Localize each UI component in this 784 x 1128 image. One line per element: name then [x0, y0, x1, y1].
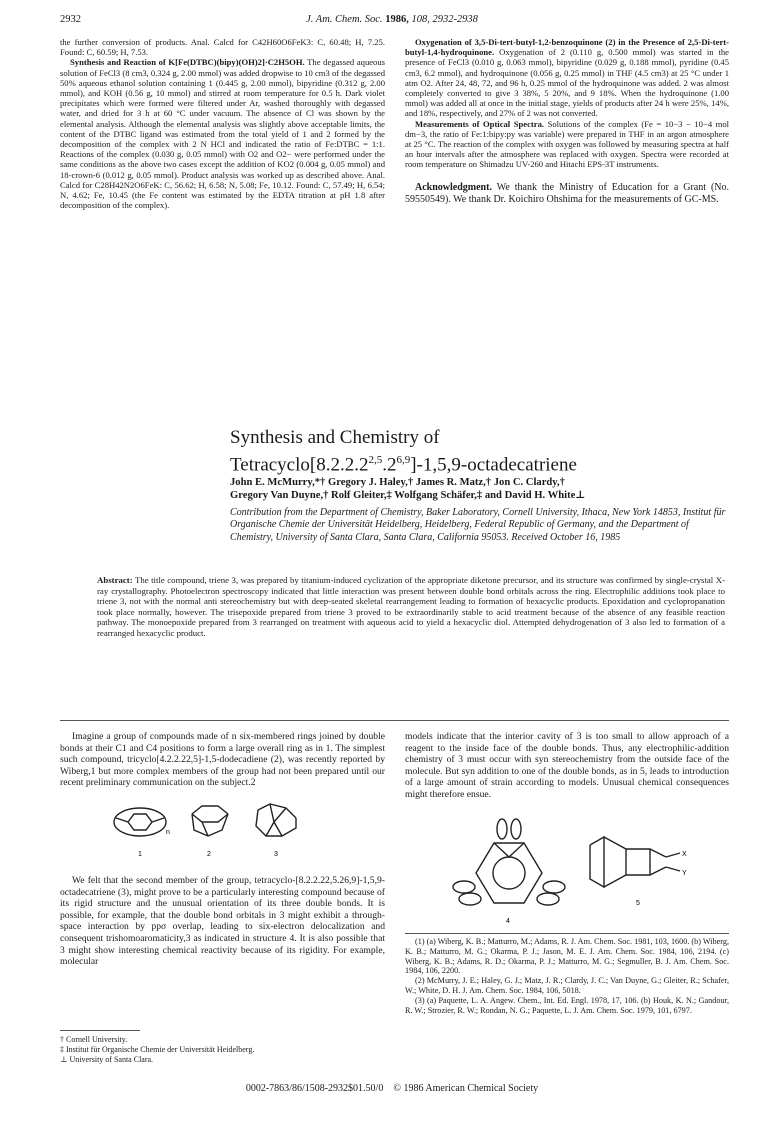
reference-2: (2) McMurry, J. E.; Haley, G. J.; Matz, J. R.; Clardy, J. C.; Van Duyne, G.; Gleiter, R.; Schafer, W.; White, D. H. J. Am. Chem. Soc. 1984, 106, 5018.: [405, 976, 729, 995]
substituent-x-label: X: [682, 851, 687, 858]
structure-1: [114, 808, 170, 858]
page-number: 2932: [60, 14, 81, 25]
journal-year: 1986,: [385, 14, 409, 25]
structure-3-label: 3: [274, 851, 278, 858]
structure-1-n-label: n: [166, 829, 170, 836]
body-left-intro: [60, 731, 385, 789]
page-footer: [0, 1083, 784, 1094]
author-footnotes: [60, 1035, 385, 1064]
intro-paragraph-2: We felt that the second member of the group, tetracyclo-[8.2.2.22,5.26,9]-1,5,9-octadecatriene (3), might prove to be a particularly interesting compound because of its rigid structure and the unusual orientation of its three double bonds. It is possible, for example, that the double bond orbitals in 3 might exhibit a through-space interaction by ppσ overlap, leading to six-electron delocalization and consequent trishomoaromaticity,3 as indicated in structure 4. It is also possible that 3 might show interesting chemical reactivity because of its rigidity. For example, molecular: [60, 875, 385, 968]
affiliation: Contribution from the Department of Chemistry, Baker Laboratory, Cornell University, Ithaca, New York 14853, Institut für Organische Chemie der Universität Heidelberg, Heidelberg, Federal Republic of Germany, and the Department of Chemistry, University of Santa Clara, Santa Clara, California 95053. Received October 16, 1985: [230, 507, 726, 543]
structure-4-label: 4: [506, 918, 510, 925]
structure-5-label: 5: [636, 900, 640, 907]
structure-1-label: 1: [138, 851, 142, 858]
structure-3: [256, 804, 296, 858]
references-divider: [405, 933, 729, 934]
references: [405, 937, 729, 1015]
structure-2: [192, 806, 228, 858]
journal-citation: [60, 14, 724, 25]
structure-4: [453, 819, 565, 925]
body-left-continued: [60, 875, 385, 968]
substituent-y-label: Y: [682, 870, 687, 877]
prev-paragraph-4: Measurements of Optical Spectra. Solutions of the complex (Fe = 10−3 − 10−4 mol dm−3, the ratio of Fe:1:bipy:py was variable) were prepared in THF in an argon atmosphere at 25 °C. The reaction of the complex with oxygen was followed by measuring spectra at half an hour intervals after the atmosphere was replaced with oxygen. Spectra were recorded at room temperature on Shimadzu UV-260 and Hitachi EPS-3T instruments.: [405, 118, 730, 170]
footnote-santa-clara: ⊥ University of Santa Clara.: [60, 1054, 154, 1064]
copyright: © 1986 American Chemical Society: [393, 1083, 539, 1094]
issn-code: 0002-7863/86/1508-2932$01.50/0: [245, 1083, 384, 1094]
prev-paragraph-1: the further conversion of products. Anal. Calcd for C42H60O6FeK3: C, 60.48; H, 7.25. Found: C, 60.59; H, 7.53.: [60, 37, 385, 58]
structure-5: [590, 837, 687, 907]
reference-3: (3) (a) Paquette, L. A. Angew. Chem., Int. Ed. Engl. 1978, 17, 106. (b) Houk, K. N.; Gandour, R. W.; Strozier, R. W.; Rondan, N. G.; Paquette, L. J. Am. Chem. Soc. 1979, 101, 6797.: [405, 995, 729, 1015]
article-title: Synthesis and Chemistry of Tetracyclo[8.2.2.2$^{2,5}$.2$^{6,9}$]-1,5,9-octadecatriene: [230, 427, 577, 476]
prev-paragraph-2: Synthesis and Reaction of K[Fe(DTBC)(bipy)(OH)2]·C2H5OH. The degassed aqueous solution of FeCl3 (8 cm3, 0.324 g, 2.00 mmol) was added dropwise to 10 cm3 of the degassed 50% aqueous ethanol solution containing 1 (0.445 g, 2.00 mmol), bipyridine (0.312 g, 2.00 mmol), and KOH (0.56 g, 10 mmol) and stirred at room temperature for 0.5 h. Dark violet precipitates which were formed were filtered under Ar, washed thoroughly with degassed water, and dried for 3 h at 60 °C under vacuum. The absence of Cl was shown by the elemental analysis. Although the elemental analysis was slightly above acceptable limits, the content of the DTBC ligand was estimated from the total yield of 1 and 2 formed by the decomposition of the complex with 2 N HCl and indicated the ratio of Fe:DTBC = 1:1. Reactions of the complex (0.030 g, 0.05 mmol) with O2 and O2− were performed under the same conditions as the above two cases except the addition of KO2 (0.004 g, 0.05 mmol) and 18-crown-6 (0.012 g, 0.05 mmol). Product analysis was worked up as described above. Anal. Calcd for C28H42N2O6FeK: C, 56.62; H, 6.58; N, 5.08; Fe, 10.12. Found: C, 57.49; H, 6.54; N, 4.62; Fe, 10.45 (the Fe content was estimated by the EDTA titration at pH 1.8 after decomposition of the complex).: [60, 57, 385, 211]
footnote-divider: [60, 1030, 140, 1031]
prev-article-left-column: [60, 37, 385, 210]
received-date: Received October 16, 1985: [508, 531, 621, 543]
journal-pages: 2932-2938: [432, 14, 478, 25]
body-paragraph-right: models indicate that the interior cavity of 3 is too small to allow approach of a reagent to the inside face of the double bonds. Thus, any electrophilic-addition chemistry of 3 must occur with syn stereochemistry from the outside face of the molecule. But syn addition to one of the double bonds, as in 5, leads to introduction of a large amount of strain according to models. Unusual chemical consequences might therefore ensue.: [405, 731, 729, 800]
footnote-heidelberg: ‡ Institut für Organische Chemie der Universität Heidelberg.: [60, 1044, 255, 1054]
abstract: Abstract: The title compound, triene 3, was prepared by titanium-induced cyclization of the appropriate diketone precursor, and its structure was confirmed by single-crystal X-ray crystallography. Photoelectron spectroscopy indicated that little interaction was present between double bond orbitals across the ring. Electrophilic additions took place to triene 3, not with the normal anti stereochemistry but with deep-seated skeletal rearrangement leading to formation of hexacyclic products. Epoxidation and cyclopropanation took place normally, however. The trisepoxide prepared from triene 3 proved to be extraordinarily stable to acid treatment because of the absence of any feasible reaction pathway. The monoepoxide prepared from 3 rearranged on treatment with aqueous acid to yield a hexacyclic diol. Attempted dehydrogenation of 3 also led to formation of a rearranged hexacyclic product.: [97, 575, 725, 638]
prev-paragraph-3: Oxygenation of 3,5-Di-tert-butyl-1,2-benzoquinone (2) in the Presence of 2,5-Di-tert-butyl-1,4-hydroquinone. Oxygenation of 2 (0.110 g, 0.500 mmol) was started in the presence of FeCl3 (0.010 g, 0.063 mmol), bipyridine (0.029 g, 0.188 mmol), pyridine (0.45 cm3, 6.2 mmol), and hydroquinone (0.056 g, 0.25 mmol) in THF (4.5 cm3) at 25 °C under 1 atm O2. After 24, 48, 72, and 96 h, 0.25 mmol of the hydroquinone was added. 2 was almost completely converted to give 3 38%, 5 20%, and 9 18%. When the hydroquinone (1.00 mmol) was added all at once in the initial stage, yields of products after 24 h were 25%, 14%, and 18%, respectively, and 27% of 2 was not converted.: [405, 37, 729, 119]
abstract-divider: [60, 720, 729, 721]
body-right-column: [405, 731, 729, 801]
structure-2-label: 2: [207, 851, 211, 858]
structures-1-2-3-figure: [110, 800, 320, 866]
author-list: John E. McMurry,*† Gregory J. Haley,† James R. Matz,† Jon C. Clardy,† Gregory Van Duyne,† Rolf Gleiter,‡ Wolfgang Schäfer,‡ and David H. White⊥: [230, 477, 586, 501]
journal-volume: 108,: [411, 14, 430, 25]
intro-paragraph-1: Imagine a group of compounds made of n six-membered rings joined by double bonds at their C1 and C4 positions to form a large overall ring as in 1. The simplest such compound, tricyclo[4.2.2.22,5]-1,5-dodecadiene (2), was recently reported by Wiberg,1 but more complex members of the group had not been prepared until our recent preliminary communication on the subject.2: [60, 731, 385, 789]
reference-1: (1) (a) Wiberg, K. B.; Matturro, M.; Adams, R. J. Am. Chem. Soc. 1981, 103, 1600. (b) Wiberg, K. B.; Matturro, M. G.; Okarma, P. J.; Jason, M. E. J. Am. Chem. Soc. 1984, 106, 2194. (c) Wiberg, K. B.; Adams, R. D.; Okarma, P. J.; Matturro, M. G.; Segmuller, B. J. Am. Chem. Soc. 1984, 106, 2200.: [405, 937, 729, 976]
journal-name: J. Am. Chem. Soc.: [306, 14, 383, 25]
prev-article-right-column: [405, 37, 729, 206]
structures-4-5-figure: [450, 815, 700, 927]
acknowledgment: Acknowledgment. We thank the Ministry of Education for a Grant (No. 59550549). We thank Dr. Koichiro Ohshima for the measurements of GC-MS.: [405, 181, 729, 205]
running-header: [60, 14, 724, 28]
footnote-cornell: † Cornell University.: [60, 1035, 128, 1044]
